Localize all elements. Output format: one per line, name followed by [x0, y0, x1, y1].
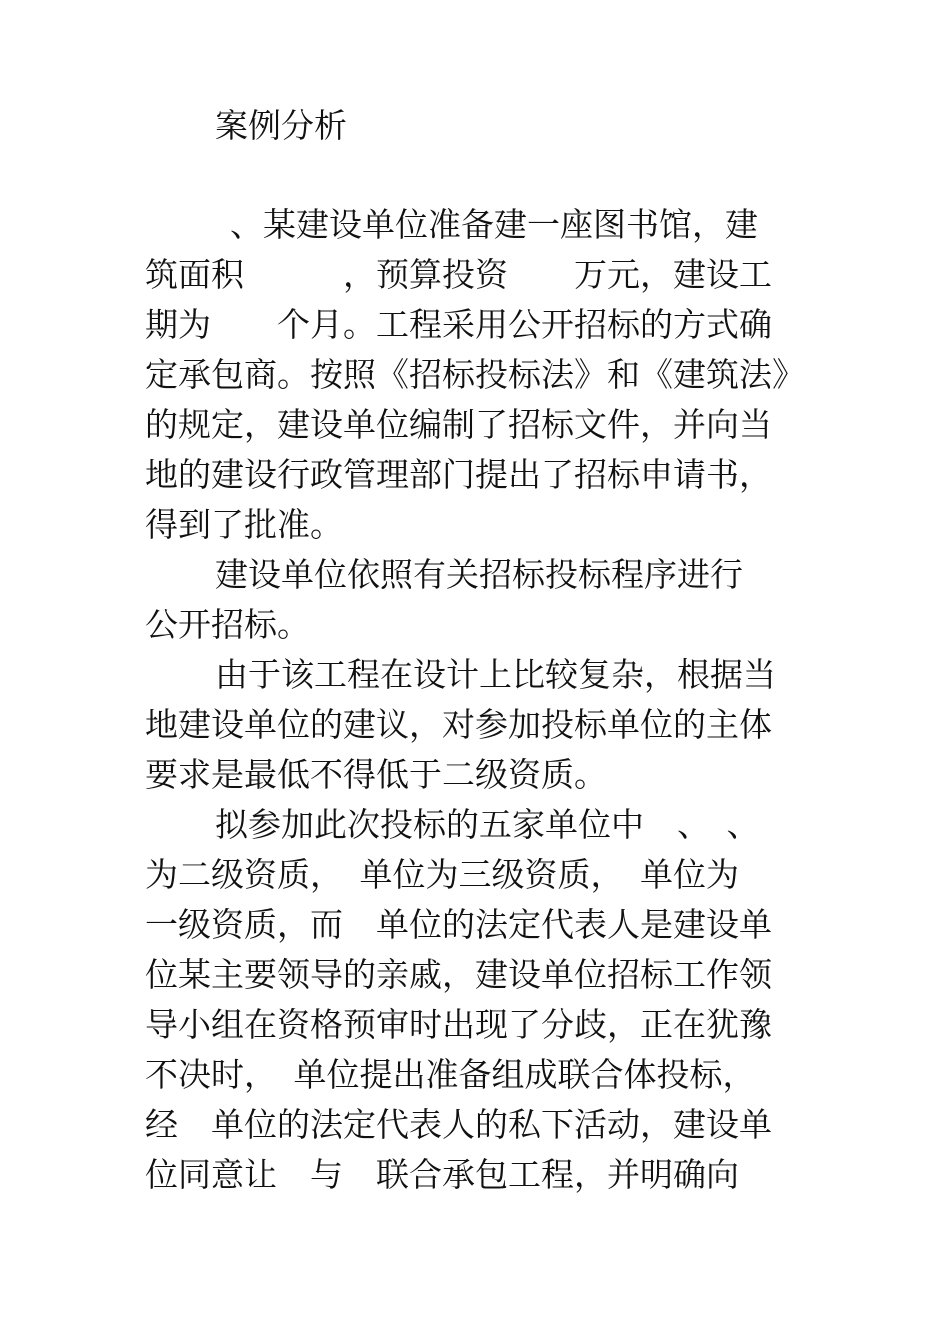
paragraph-line: 一级资质，而 单位的法定代表人是建设单: [145, 905, 772, 944]
paragraph-line: 的规定，建设单位编制了招标文件，并向当: [145, 405, 772, 444]
paragraph-line: 经 单位的法定代表人的私下活动，建设单: [145, 1105, 772, 1144]
paragraph-line: 不决时， 单位提出准备组成联合体投标，: [145, 1055, 756, 1094]
paragraph-line: 导小组在资格预审时出现了分歧，正在犹豫: [145, 1005, 772, 1044]
paragraph-line: 地的建设行政管理部门提出了招标申请书，: [145, 455, 772, 494]
paragraph-line: 拟参加此次投标的五家单位中 、 、: [215, 805, 760, 844]
paragraph-line: 期为 个月。工程采用公开招标的方式确: [145, 305, 772, 344]
paragraph-line: 、某建设单位准备建一座图书馆，建: [230, 205, 758, 244]
paragraph-line: 为二级资质， 单位为三级资质， 单位为: [145, 855, 739, 894]
paragraph-line: 要求是最低不得低于二级资质。: [145, 755, 607, 794]
paragraph-line: 位某主要领导的亲戚，建设单位招标工作领: [145, 955, 772, 994]
document-title: 案例分析: [215, 106, 347, 145]
paragraph-line: 建设单位依照有关招标投标程序进行: [215, 555, 743, 594]
paragraph-line: 得到了批准。: [145, 505, 343, 544]
paragraph-line: 地建设单位的建议，对参加投标单位的主体: [145, 705, 772, 744]
paragraph-line: 筑面积 ，预算投资 万元，建设工: [145, 255, 772, 294]
paragraph-line: 定承包商。按照《招标投标法》和《建筑法》: [145, 355, 805, 394]
paragraph-line: 公开招标。: [145, 605, 310, 644]
paragraph-line: 位同意让 与 联合承包工程，并明确向: [145, 1155, 739, 1194]
paragraph-line: 由于该工程在设计上比较复杂，根据当: [215, 655, 776, 694]
